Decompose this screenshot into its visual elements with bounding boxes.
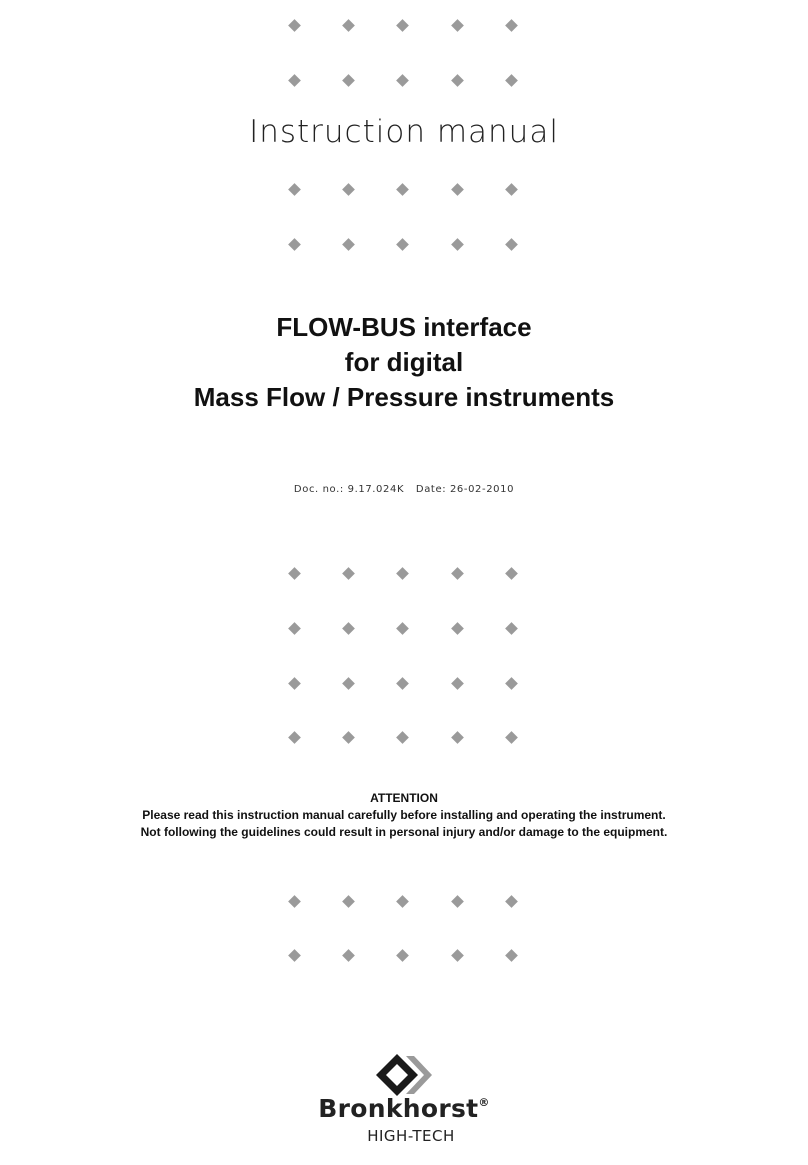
diamond-icon	[288, 949, 301, 962]
diamond-icon	[288, 19, 301, 32]
diamond-icon	[505, 74, 518, 87]
diamond-icon	[451, 183, 464, 196]
diamond-icon	[288, 895, 301, 908]
diamond-icon	[451, 895, 464, 908]
diamond-icon	[342, 183, 355, 196]
diamond-icon	[451, 622, 464, 635]
diamond-row-top-2	[0, 76, 808, 90]
subtitle-line: FLOW-BUS interface	[276, 312, 532, 342]
diamond-row-mid-1	[0, 569, 808, 583]
diamond-icon	[451, 19, 464, 32]
attention-heading: ATTENTION	[370, 791, 438, 805]
diamond-row-top-1	[0, 21, 808, 35]
diamond-icon	[342, 677, 355, 690]
doc-no-label: Doc. no.:	[293, 484, 344, 495]
diamond-icon	[505, 895, 518, 908]
diamond-icon	[342, 622, 355, 635]
document-subtitle	[0, 310, 808, 415]
subtitle-line: Mass Flow / Pressure instruments	[193, 382, 615, 412]
diamond-icon	[396, 731, 409, 744]
diamond-icon	[451, 567, 464, 580]
diamond-icon	[342, 731, 355, 744]
diamond-icon	[451, 677, 464, 690]
attention-line: Please read this instruction manual carefully before installing and operating the instrument.	[142, 808, 666, 822]
diamond-icon	[505, 731, 518, 744]
subtitle-line: for digital	[344, 347, 464, 377]
diamond-icon	[288, 622, 301, 635]
attention-line: Not following the guidelines could result in personal injury and/or damage to the equipment.	[140, 825, 668, 839]
brand-name: Bronkhorst®	[318, 1094, 490, 1123]
attention-notice	[0, 790, 808, 841]
registered-mark: ®	[478, 1096, 490, 1109]
diamond-icon	[396, 622, 409, 635]
diamond-icon	[396, 949, 409, 962]
diamond-icon	[396, 238, 409, 251]
diamond-icon	[396, 677, 409, 690]
diamond-row-mid-2	[0, 624, 808, 638]
diamond-icon	[396, 19, 409, 32]
diamond-icon	[505, 238, 518, 251]
diamond-icon	[288, 238, 301, 251]
diamond-icon	[342, 74, 355, 87]
diamond-icon	[396, 567, 409, 580]
diamond-row-bottom-1	[0, 897, 808, 911]
diamond-icon	[288, 677, 301, 690]
brand-subtitle: HIGH-TECH	[367, 1127, 455, 1145]
diamond-icon	[396, 895, 409, 908]
document-info	[0, 484, 808, 495]
diamond-icon	[396, 183, 409, 196]
diamond-icon	[451, 731, 464, 744]
diamond-icon	[288, 74, 301, 87]
diamond-icon	[288, 183, 301, 196]
diamond-icon	[505, 677, 518, 690]
diamond-icon	[451, 238, 464, 251]
diamond-icon	[288, 731, 301, 744]
diamond-row-mid-4	[0, 733, 808, 747]
diamond-row-top-4	[0, 240, 808, 254]
date-value: 26-02-2010	[449, 484, 515, 495]
diamond-icon	[396, 74, 409, 87]
bronkhorst-logo-icon	[372, 1052, 442, 1098]
diamond-icon	[342, 567, 355, 580]
diamond-icon	[505, 567, 518, 580]
diamond-icon	[342, 949, 355, 962]
diamond-icon	[451, 949, 464, 962]
diamond-icon	[451, 74, 464, 87]
diamond-icon	[342, 895, 355, 908]
diamond-icon	[342, 238, 355, 251]
diamond-icon	[505, 949, 518, 962]
date-label: Date:	[415, 484, 447, 495]
diamond-row-bottom-2	[0, 951, 808, 965]
diamond-icon	[505, 622, 518, 635]
diamond-row-top-3	[0, 185, 808, 199]
diamond-icon	[342, 19, 355, 32]
document-title: Instruction manual	[249, 114, 559, 150]
diamond-icon	[505, 183, 518, 196]
diamond-icon	[288, 567, 301, 580]
diamond-row-mid-3	[0, 679, 808, 693]
diamond-icon	[505, 19, 518, 32]
bronkhorst-logo	[0, 1052, 808, 1152]
doc-no-value: 9.17.024K	[347, 484, 405, 495]
